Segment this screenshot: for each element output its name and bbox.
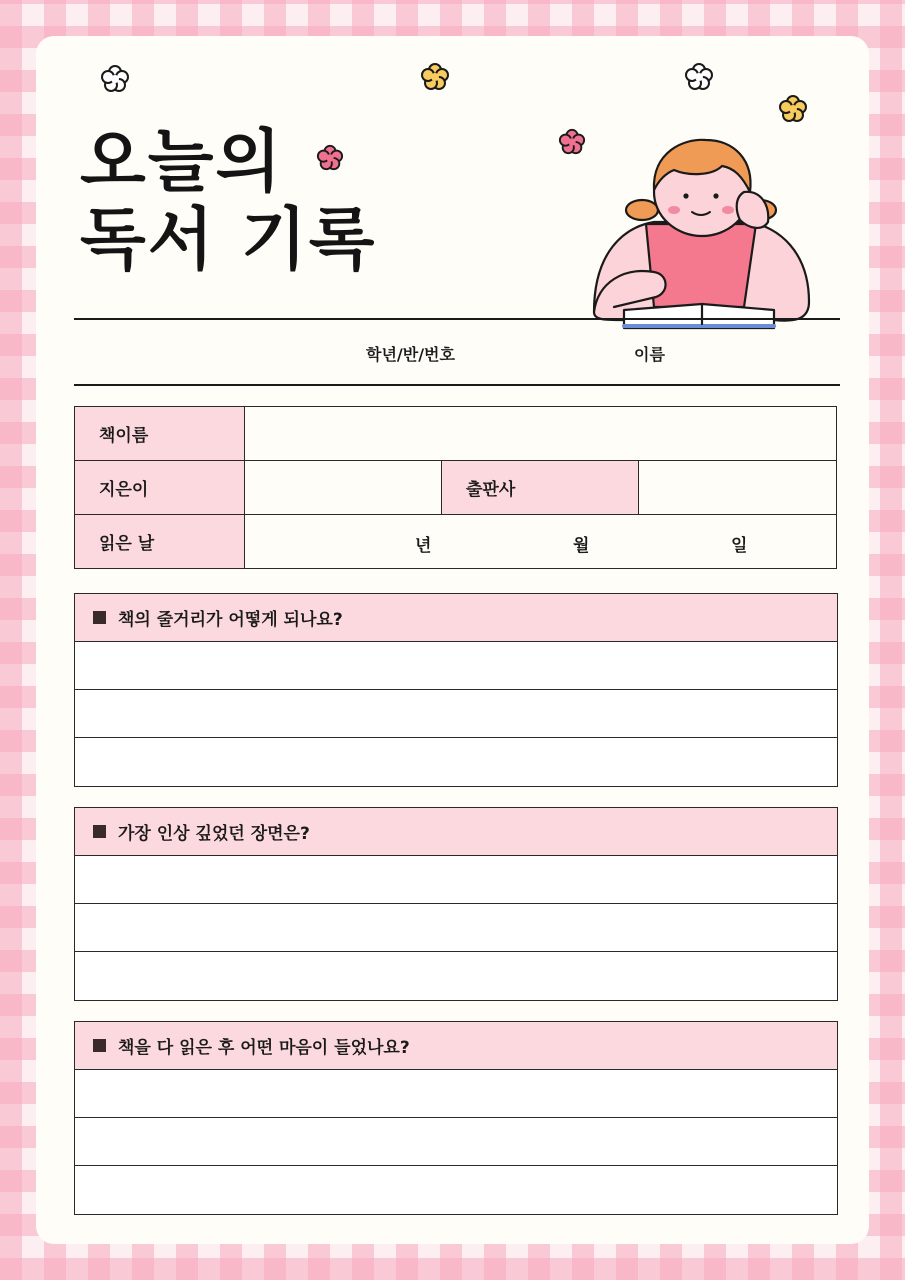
publisher-label: 출판사 [442, 461, 639, 515]
square-bullet-icon [93, 611, 106, 624]
author-label: 지은이 [75, 461, 245, 515]
publisher-field[interactable] [639, 461, 837, 515]
author-field[interactable] [245, 461, 442, 515]
name-label: 이름 [634, 345, 665, 364]
flower-pink-icon [558, 128, 586, 156]
answer-line[interactable] [75, 856, 837, 904]
answer-line[interactable] [75, 1166, 837, 1214]
read-date-label: 읽은 날 [75, 515, 245, 569]
grade-class-number-label: 학년/반/번호 [366, 345, 455, 364]
student-info-bar [74, 318, 840, 386]
question-box-impressive-scene [74, 807, 838, 1001]
girl-reading-illustration [584, 132, 824, 332]
book-title-label: 책이름 [75, 407, 245, 461]
question-label: 가장 인상 깊었던 장면은? [118, 824, 310, 844]
flower-yellow-icon [420, 62, 450, 92]
question-label: 책을 다 읽은 후 어떤 마음이 들었나요? [118, 1038, 410, 1058]
flower-pink-icon [316, 144, 344, 172]
year-unit: 년 [415, 536, 432, 556]
title-line-2: 독서 기록 [80, 201, 377, 280]
question-header [75, 1022, 837, 1070]
question-box-plot [74, 593, 838, 787]
answer-line[interactable] [75, 738, 837, 786]
question-box-feelings [74, 1021, 838, 1215]
table-row [75, 515, 837, 569]
question-header [75, 594, 837, 642]
table-row [75, 407, 837, 461]
answer-line[interactable] [75, 952, 837, 1000]
month-unit: 월 [573, 536, 590, 556]
answer-line[interactable] [75, 642, 837, 690]
square-bullet-icon [93, 1039, 106, 1052]
answer-line[interactable] [75, 1070, 837, 1118]
table-row [75, 461, 837, 515]
answer-line[interactable] [75, 904, 837, 952]
day-unit: 일 [731, 536, 748, 556]
question-label: 책의 줄거리가 어떻게 되나요? [118, 610, 343, 630]
flower-outline-icon [100, 64, 130, 94]
flower-outline-icon [684, 62, 714, 92]
title-line-1: 오늘의 [80, 123, 284, 202]
square-bullet-icon [93, 825, 106, 838]
answer-line[interactable] [75, 690, 837, 738]
book-info-table [74, 406, 837, 569]
book-title-field[interactable] [245, 407, 837, 461]
answer-line[interactable] [75, 1118, 837, 1166]
question-header [75, 808, 837, 856]
worksheet-sheet [36, 36, 869, 1244]
flower-yellow-icon [778, 94, 808, 124]
read-date-field[interactable] [245, 515, 837, 569]
